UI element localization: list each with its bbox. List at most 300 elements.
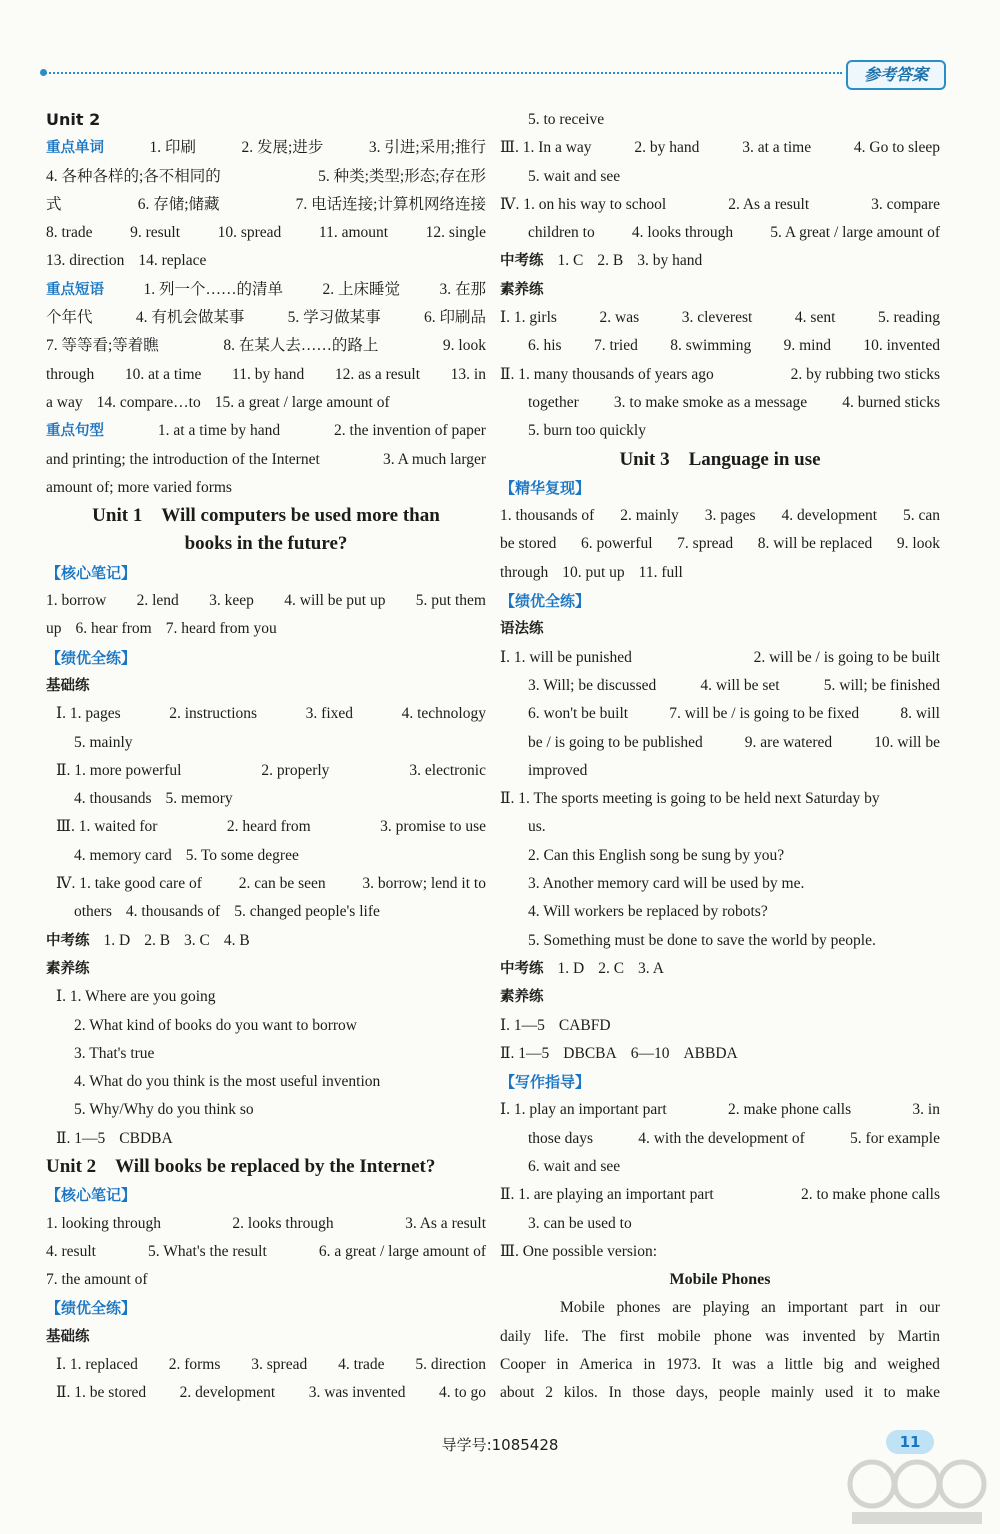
- answer-item: Ⅰ. 1—5: [500, 1016, 545, 1034]
- header-rule: [42, 72, 842, 74]
- answer-line: [46, 813, 486, 841]
- answer-line: [46, 191, 486, 219]
- answer-item: 5. To some degree: [185, 846, 299, 864]
- exercise-heading: 素养练: [500, 281, 544, 298]
- answer-item: 1. 列一个……的清单: [143, 280, 283, 298]
- essay-word: those: [632, 1384, 666, 1402]
- essay-word: phone: [713, 1327, 752, 1345]
- answer-item: 5. mainly: [74, 733, 133, 751]
- answer-item: 2. will be / is going to be built: [753, 648, 940, 666]
- answer-item: DBCBA: [563, 1044, 617, 1062]
- answer-line: [500, 1210, 940, 1238]
- answer-item: 3. C: [184, 931, 210, 949]
- answer-item: 3. That's true: [74, 1044, 155, 1062]
- answer-item: 3. pages: [704, 507, 756, 525]
- essay-word: about: [500, 1384, 535, 1402]
- answer-item: 3. keep: [209, 592, 254, 610]
- answer-item: 12. single: [425, 224, 486, 242]
- key-category-label: 重点句型: [46, 423, 104, 440]
- answer-item: be stored: [500, 535, 557, 553]
- answer-line: [46, 700, 486, 728]
- answer-item: 5. reading: [877, 309, 940, 327]
- answer-item: 9. are watered: [744, 733, 833, 751]
- answer-item: a way: [46, 393, 83, 411]
- left-column: [46, 106, 486, 1408]
- essay-word: Mobile: [560, 1299, 605, 1317]
- answer-item: 5. Why/Why do you think so: [74, 1101, 254, 1119]
- answer-line: [500, 134, 940, 162]
- answer-item: 3. at a time: [742, 139, 812, 157]
- answer-item: 11. by hand: [232, 365, 305, 383]
- exam-practice-label: 中考练: [500, 253, 544, 270]
- answer-item: 2. instructions: [169, 705, 258, 723]
- answer-item: 2. to make phone calls: [800, 1186, 940, 1204]
- answer-item: 5. Something must be done to save the world by people.: [528, 931, 876, 949]
- answer-item: 6. wait and see: [528, 1157, 621, 1175]
- answer-line: [46, 1068, 486, 1096]
- answer-line: [500, 1096, 940, 1124]
- essay-word: Cooper: [500, 1356, 546, 1374]
- answer-line: [500, 191, 940, 219]
- answer-item: 3. compare: [871, 195, 940, 213]
- answer-line: [500, 644, 940, 672]
- section-bracket-heading: 【绩优全练】: [500, 592, 591, 611]
- essay-word: In: [608, 1384, 622, 1402]
- answer-item: 3. promise to use: [380, 818, 486, 836]
- answer-item: 5. wait and see: [528, 167, 621, 185]
- answer-line: [46, 927, 486, 955]
- answer-item: 7. heard from you: [165, 620, 277, 638]
- answer-item: 13. direction: [46, 252, 125, 270]
- exercise-heading: 基础练: [46, 1328, 90, 1345]
- unit-title: Unit 2 Will books be replaced by the Internet?: [46, 1155, 436, 1177]
- essay-word: was: [765, 1327, 790, 1345]
- answer-item: 3. in: [912, 1101, 940, 1119]
- answer-line: [500, 304, 940, 332]
- answer-line: [46, 332, 486, 360]
- answer-item: 5. changed people's life: [234, 903, 380, 921]
- answer-item: 4. will be put up: [284, 592, 386, 610]
- answer-line: [500, 1012, 940, 1040]
- answer-item: 2. make phone calls: [728, 1101, 852, 1119]
- answer-item: Ⅰ. 1. play an important part: [500, 1101, 667, 1119]
- answer-line: [500, 955, 940, 983]
- essay-word: used: [824, 1384, 854, 1402]
- key-category-label: 重点短语: [46, 281, 104, 298]
- answer-item: 2. can be seen: [238, 875, 326, 893]
- answer-item: 1. borrow: [46, 592, 107, 610]
- answer-line: [500, 898, 940, 926]
- answer-item: 2. development: [179, 1384, 276, 1402]
- answer-line: [46, 1096, 486, 1124]
- essay-word: to: [883, 1384, 896, 1402]
- essay-word: people: [718, 1384, 761, 1402]
- section-bracket-heading: 【核心笔记】: [46, 563, 137, 582]
- answer-item: us.: [528, 818, 546, 836]
- essay-word: days,: [675, 1384, 709, 1402]
- answer-item: 2. mainly: [620, 507, 679, 525]
- answer-item: 2. 上床睡觉: [322, 280, 400, 298]
- answer-item: 4. B: [223, 931, 250, 949]
- answer-line: [46, 1379, 486, 1407]
- answer-line: [500, 700, 940, 728]
- answer-item: 2. the invention of paper: [334, 422, 486, 440]
- answer-item: 10. will be: [874, 733, 940, 751]
- answer-item: 5. for example: [850, 1129, 940, 1147]
- essay-word: 2: [545, 1384, 553, 1402]
- answer-item: through: [46, 365, 95, 383]
- answer-item: 14. compare…to: [96, 393, 201, 411]
- answer-item: 4. result: [46, 1242, 96, 1260]
- answer-item: 8. will: [900, 705, 940, 723]
- answer-item: 6. hear from: [75, 620, 152, 638]
- answer-item: 2. looks through: [232, 1214, 334, 1232]
- answer-item: Ⅰ. 1. Where are you going: [56, 988, 216, 1006]
- section-bracket-heading: 【绩优全练】: [46, 648, 137, 667]
- essay-word: Martin: [897, 1327, 940, 1345]
- section-bracket-heading: 【绩优全练】: [46, 1299, 137, 1318]
- answer-item: 3. Will; be discussed: [528, 676, 657, 694]
- answer-item: Ⅰ. 1. pages: [56, 705, 121, 723]
- answer-line: [500, 1125, 940, 1153]
- answer-item: 3. by hand: [637, 252, 703, 270]
- answer-item: together: [528, 393, 579, 411]
- essay-word: little: [784, 1356, 813, 1374]
- essay-word: was: [731, 1356, 757, 1374]
- answer-item: 3. spread: [251, 1356, 308, 1374]
- answer-item: 3. cleverest: [681, 309, 753, 327]
- answer-item: 11. amount: [318, 224, 389, 242]
- answer-line: [500, 813, 940, 841]
- essay-word: it: [864, 1384, 873, 1402]
- essay-word: invented: [802, 1327, 856, 1345]
- unit-title: books in the future?: [184, 533, 348, 555]
- answer-item: 5. direction: [415, 1356, 486, 1374]
- answer-item: 7. 电话连接;计算机网络连接: [295, 195, 486, 213]
- answer-item: 7. 等等看;等着瞧: [46, 337, 159, 355]
- answer-item: 11. full: [638, 563, 683, 581]
- answer-item: Ⅱ. 1—5: [56, 1129, 106, 1147]
- answer-item: 2. by rubbing two sticks: [790, 365, 940, 383]
- essay-title: Mobile Phones: [669, 1271, 771, 1289]
- answer-line: [500, 417, 940, 445]
- answer-item: 5. burn too quickly: [528, 422, 646, 440]
- answer-item: 14. replace: [138, 252, 207, 270]
- answer-line: [46, 1238, 486, 1266]
- answer-item: 4. with the development of: [638, 1129, 805, 1147]
- answer-item: 5. to receive: [528, 111, 605, 128]
- answer-line: [46, 474, 486, 502]
- essay-line: [500, 1294, 940, 1322]
- answer-item: 3. A much larger: [382, 450, 486, 468]
- watermark-logo: [842, 1454, 992, 1528]
- answer-item: 1. 印刷: [149, 139, 197, 157]
- answer-item: 3. As a result: [405, 1214, 486, 1232]
- answer-line: [500, 219, 940, 247]
- answer-item: 8. will be replaced: [757, 535, 873, 553]
- essay-word: mainly: [771, 1384, 815, 1402]
- answer-item: Ⅰ. 1. replaced: [56, 1356, 138, 1374]
- essay-line: [500, 1351, 940, 1379]
- answer-item: 6—10: [630, 1044, 670, 1062]
- answer-item: Ⅱ. 1—5: [500, 1044, 550, 1062]
- answer-line: [500, 106, 940, 134]
- answer-line: [500, 927, 940, 955]
- answer-item: 2. by hand: [634, 139, 700, 157]
- answer-item: 5. put them: [415, 592, 486, 610]
- unit-title: Unit 3 Language in use: [619, 448, 821, 470]
- answer-item: 6. a great / large amount of: [318, 1242, 486, 1260]
- essay-word: America: [579, 1356, 633, 1374]
- exam-practice-label: 中考练: [46, 932, 90, 949]
- answer-line: [46, 898, 486, 926]
- answer-item: Ⅲ. 1. In a way: [500, 139, 592, 157]
- answer-item: 7. will be / is going to be fixed: [669, 705, 860, 723]
- answer-item: up: [46, 620, 62, 638]
- answer-item: 5. can: [902, 507, 940, 525]
- essay-line: [500, 1379, 940, 1407]
- answer-item: 2. C: [598, 959, 625, 977]
- answer-item: 2. forms: [168, 1356, 221, 1374]
- answer-item: 2. B: [144, 931, 171, 949]
- answer-line: [46, 389, 486, 417]
- answer-item: Ⅳ. 1. take good care of: [56, 875, 202, 893]
- answer-item: 6. his: [528, 337, 562, 355]
- answer-item: 4. What do you think is the most useful invention: [74, 1073, 381, 1091]
- answer-line: [46, 870, 486, 898]
- essay-word: an: [761, 1299, 776, 1317]
- answer-item: 1. D: [557, 959, 585, 977]
- answer-item: 15. a great / large amount of: [214, 393, 390, 411]
- answer-item: 3. to make smoke as a message: [613, 393, 808, 411]
- essay-word: first: [619, 1327, 645, 1345]
- answer-line: [46, 1012, 486, 1040]
- answer-item: 10. at a time: [124, 365, 202, 383]
- answer-item: Ⅰ. 1. girls: [500, 309, 557, 327]
- answer-line: [500, 757, 940, 785]
- answer-line: [46, 757, 486, 785]
- essay-word: daily: [500, 1327, 531, 1345]
- answer-item: 4. 各种各样的;各不相同的: [46, 167, 221, 185]
- right-column: [500, 106, 940, 1408]
- essay-word: playing: [702, 1299, 750, 1317]
- answer-item: 10. invented: [863, 337, 940, 355]
- essay-word: are: [672, 1299, 692, 1317]
- answer-line: [500, 785, 940, 813]
- essay-word: kilos.: [563, 1384, 598, 1402]
- answer-item: Ⅲ. 1. waited for: [56, 818, 158, 836]
- answer-item: 4. 有机会做某事: [135, 309, 245, 327]
- answer-line: [46, 785, 486, 813]
- answer-item: Ⅱ. 1. are playing an important part: [500, 1186, 714, 1204]
- answer-line: [46, 304, 486, 332]
- answer-item: 1. at a time by hand: [157, 422, 281, 440]
- answer-item: 4. will be set: [700, 676, 780, 694]
- answer-item: 8. swimming: [670, 337, 752, 355]
- answer-item: 9. look: [442, 337, 486, 355]
- answer-line: [46, 219, 486, 247]
- answer-item: 4. looks through: [631, 224, 734, 242]
- answer-item: 4. to go: [439, 1384, 486, 1402]
- answer-item: 7. the amount of: [46, 1271, 148, 1289]
- answer-item: 2. was: [599, 309, 640, 327]
- section-bracket-heading: 【写作指导】: [500, 1073, 591, 1092]
- answer-item: 12. as a result: [334, 365, 421, 383]
- essay-word: by: [869, 1327, 885, 1345]
- answer-line: [46, 587, 486, 615]
- answer-item: 6. 存储;储藏: [137, 195, 220, 213]
- answer-item: amount of; more varied forms: [46, 478, 232, 496]
- answer-line: [46, 361, 486, 389]
- answer-item: 3. fixed: [305, 705, 354, 723]
- answer-item: improved: [528, 761, 588, 779]
- answer-item: 2. lend: [136, 592, 179, 610]
- answer-item: 2. heard from: [226, 818, 311, 836]
- answer-item: 2. What kind of books do you want to borrow: [74, 1016, 357, 1034]
- answer-line: [500, 332, 940, 360]
- answer-item: 4. memory card: [74, 846, 172, 864]
- answer-item: 4. trade: [338, 1356, 385, 1374]
- answer-item: 9. result: [130, 224, 181, 242]
- essay-line: [500, 1323, 940, 1351]
- answer-item: 4. Go to sleep: [853, 139, 940, 157]
- answer-line: [500, 559, 940, 587]
- exercise-heading: 素养练: [46, 960, 90, 977]
- essay-word: in: [643, 1356, 656, 1374]
- answer-item: 1. looking through: [46, 1214, 161, 1232]
- section-bracket-heading: 【核心笔记】: [46, 1186, 137, 1205]
- essay-word: and: [854, 1356, 877, 1374]
- answer-line: [46, 729, 486, 757]
- answer-item: 1. D: [103, 931, 131, 949]
- answer-item: 4. technology: [401, 705, 486, 723]
- answer-item: and printing; the introduction of the Internet: [46, 450, 320, 468]
- answer-line: [500, 361, 940, 389]
- answer-item: Ⅱ. 1. The sports meeting is going to be held next Saturday by: [500, 790, 880, 808]
- answer-line: [500, 870, 940, 898]
- answer-item: 10. spread: [217, 224, 282, 242]
- answer-line: [46, 276, 486, 304]
- answer-item: 4. Will workers be replaced by robots?: [528, 903, 768, 921]
- exercise-heading: 基础练: [46, 677, 90, 694]
- essay-word: make: [906, 1384, 940, 1402]
- answer-line: [46, 446, 486, 474]
- answer-item: 2. B: [597, 252, 624, 270]
- answer-item: 7. tried: [593, 337, 638, 355]
- answer-item: 1. C: [557, 252, 584, 270]
- exercise-heading: 语法练: [500, 621, 544, 638]
- answer-line: [46, 163, 486, 191]
- answer-item: 3. A: [638, 959, 664, 977]
- answer-item: 6. powerful: [581, 535, 653, 553]
- essay-word: in: [895, 1299, 908, 1317]
- essay-word: part: [859, 1299, 884, 1317]
- essay-word: It: [711, 1356, 722, 1374]
- answer-item: 9. mind: [783, 337, 831, 355]
- answer-item: 7. spread: [677, 535, 734, 553]
- answer-line: [46, 1125, 486, 1153]
- answer-line: [500, 163, 940, 191]
- essay-word: weighed: [887, 1356, 940, 1374]
- key-category-label: 重点单词: [46, 140, 104, 157]
- answer-item: Ⅱ. 1. be stored: [56, 1384, 147, 1402]
- section-title: Unit 2: [46, 110, 101, 129]
- answer-item: 2. Can this English song be sung by you?: [528, 846, 785, 864]
- answer-line: [500, 842, 940, 870]
- answer-item: 3. borrow; lend it to: [362, 875, 486, 893]
- answer-item: Ⅰ. 1. will be punished: [500, 648, 632, 666]
- answer-item: 6. 印刷品: [423, 309, 486, 327]
- answer-item: 3. was invented: [308, 1384, 406, 1402]
- page-number: 11: [886, 1430, 934, 1454]
- exercise-heading: 素养练: [500, 989, 544, 1006]
- answer-item: 3. 引进;采用;推行: [368, 139, 486, 157]
- section-bracket-heading: 【精华复现】: [500, 478, 591, 497]
- essay-word: a: [766, 1356, 774, 1374]
- answer-item: 4. development: [781, 507, 878, 525]
- answer-line: [46, 983, 486, 1011]
- answer-item: 5. memory: [165, 790, 233, 808]
- answer-line: [46, 842, 486, 870]
- answer-item: 式: [46, 195, 62, 213]
- answer-line: [46, 247, 486, 275]
- answer-item: 3. 在那: [439, 280, 486, 298]
- essay-word: life.: [544, 1327, 569, 1345]
- answer-item: 3. electronic: [409, 761, 486, 779]
- answer-item: 8. trade: [46, 224, 93, 242]
- exam-practice-label: 中考练: [500, 960, 544, 977]
- header-badge: 参考答案: [846, 60, 946, 90]
- essay-word: important: [787, 1299, 848, 1317]
- answer-item: 8. 在某人去……的路上: [223, 337, 379, 355]
- guide-number: 导学号:1085428: [441, 1436, 559, 1454]
- answer-line: [46, 1210, 486, 1238]
- answer-line: [500, 389, 940, 417]
- answer-item: 13. in: [450, 365, 486, 383]
- answer-item: 10. put up: [562, 563, 625, 581]
- answer-item: 2. As a result: [728, 195, 810, 213]
- answer-item: CBDBA: [119, 1129, 173, 1147]
- essay-word: mobile: [657, 1327, 701, 1345]
- answer-line: [500, 247, 940, 275]
- answer-item: be / is going to be published: [528, 733, 703, 751]
- answer-item: 3. Another memory card will be used by me.: [528, 875, 805, 893]
- answer-line: [46, 615, 486, 643]
- answer-item: Ⅲ. One possible version:: [500, 1242, 658, 1260]
- answer-item: CABFD: [558, 1016, 611, 1034]
- essay-word: big: [823, 1356, 844, 1374]
- answer-item: 4. sent: [794, 309, 836, 327]
- answer-line: [46, 1040, 486, 1068]
- answer-item: 1. thousands of: [500, 507, 595, 525]
- answer-line: [500, 502, 940, 530]
- essay-word: phones: [616, 1299, 661, 1317]
- answer-item: 2. properly: [261, 761, 330, 779]
- answer-item: 4. burned sticks: [842, 393, 940, 411]
- answer-item: those days: [528, 1129, 594, 1147]
- unit-title: Unit 1 Will computers be used more than: [92, 505, 440, 527]
- answer-line: [500, 1040, 940, 1068]
- answer-item: 5. A great / large amount of: [770, 224, 940, 242]
- answer-item: 6. won't be built: [528, 705, 629, 723]
- answer-item: through: [500, 563, 549, 581]
- answer-line: [46, 1266, 486, 1294]
- essay-word: 1973.: [666, 1356, 701, 1374]
- answer-line: [500, 1153, 940, 1181]
- answer-item: 3. can be used to: [528, 1214, 632, 1232]
- answer-line: [500, 1181, 940, 1209]
- answer-item: 4. thousands: [74, 790, 152, 808]
